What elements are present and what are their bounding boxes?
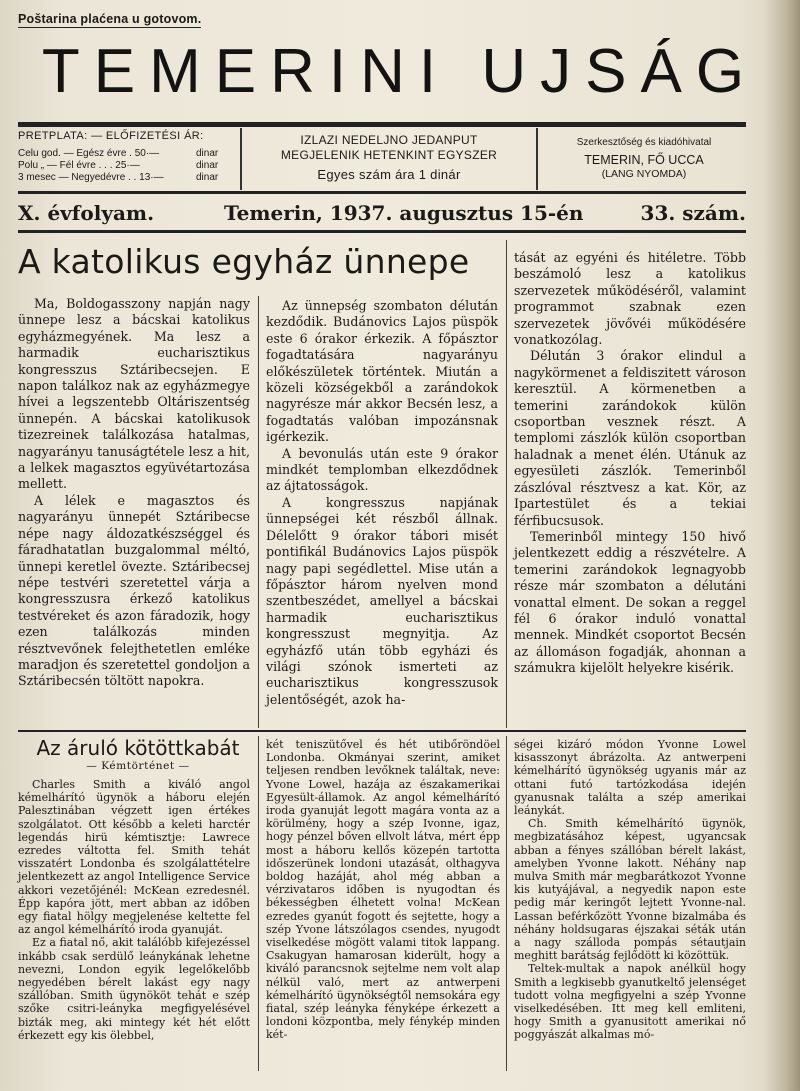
article1-paragraph: Az ünnepség szombaton délután kezdődik. Budánovics Lajos püspök este 6 órakor érkezik. A főpásztor fogadtatására nagyarányu előkészületek történtek. Miután a közeli községekből a zarándokok nagyrésze már akkor Becsén lesz, a fogadtatás valóban impozánsnak igérkezik. xyxy=(266,298,498,445)
column-divider xyxy=(506,240,507,728)
header-bottom-rule xyxy=(18,191,746,194)
article1-paragraph: tását az egyéni és hitéletre. Több beszámoló lesz a katolikus szervezetek működéséről, valamint programmot szabnak ezen szervezetek jövővéi működésére vonatkozólag. xyxy=(514,250,746,348)
subscription-unit: dinar xyxy=(196,148,219,159)
subscription-title: PRETPLATA: — ELŐFIZETÉSI ÁR: xyxy=(18,130,204,142)
column-divider xyxy=(258,736,259,1071)
article1-paragraph: Délután 3 órakor elindul a nagykörmenet a feldiszitett városon keresztül. A körmenetben a temerini zarándokok külön csoportban vesznek részt. A templomi zászlók külön csoportban haladnak a menet élén. Utánuk az egyesületi zászlók. Temerinből zászlóval résztvesz a kat. Kör, az Ipartestület és a tekiai férfibucsusok. xyxy=(514,348,746,528)
article1-paragraph: A bevonulás után este 9 órakor mindkét templomban elkezdődnek az ájtatosságok. xyxy=(266,445,498,494)
article2-subtitle: — Kémtörténet — xyxy=(86,760,190,772)
office-box xyxy=(542,130,746,188)
article1-column-3 xyxy=(514,250,746,677)
header-top-rule xyxy=(18,122,746,127)
office-printer: (LANG NYOMDA) xyxy=(601,168,687,180)
subscription-period: 3 mesec — Negyedévre . . 13·— xyxy=(18,172,164,183)
article1-paragraph: A lélek e magasztos és nagyarányu ünnepét Sztáribecse népe nagy áldozatkészséggel és fáradhatatlan buzgalommal méltó, ünnepi keretlel övezte. Sztáribecsej népe testvéri szeretettel várja a kongresszusra érkező katolikus testvéreket és azon fáradozik, hogy ezen találkozás minden résztvevőnek felejthetetlen emléke maradjon és szeretettel gondoljon a Sztáribecsén töltött napokra. xyxy=(18,492,250,689)
article1-paragraph: A kongresszus napjának ünnepségei két részből állnak. Délelőtt 9 órakor tábori misét pontifikál Budánovics Lajos püspök nagy papi segédlettel. Mise után a főpásztor három nyelven mond szentbeszédet, amellyel a bácskai harmadik eucharisztikus kongresszust megnyitja. Az egyházfő után több egyházi és világi szónok ismerteti az eucharisztikus kongresszusok jelentőségét, azok ha- xyxy=(266,494,498,707)
article2-paragraph: ségei kizáró módon Yvonne Lowel kisasszonyt ábrázolta. Az antwerpeni kémelhárító ügynökség ugyanis már az ottani futó tartózkodása idején gyanusnak találta a szép amerikai leánykát. xyxy=(514,738,746,818)
subscription-unit: dinar xyxy=(196,172,219,183)
publication-frequency-hu: MEGJELENIK HETENKINT EGYSZER xyxy=(280,148,498,162)
issue-bottom-rule xyxy=(18,230,746,233)
header-separator xyxy=(536,128,538,190)
section-rule xyxy=(18,730,746,732)
issue-date: Temerin, 1937. augusztus 15-én xyxy=(224,201,584,225)
subscription-row xyxy=(18,172,233,184)
column-divider xyxy=(258,296,259,728)
issue-number: 33. szám. xyxy=(640,201,746,225)
article2-paragraph: Teltek-multak a napok anélkül hogy Smith a legkisebb gyanutkeltő jelenséget tudott volna megfigyelni a szép Yvonne viselkedésében. Itt meg kell emliteni, hogy Smith a gyanusitott amerikai nő poggyászát alkalmas mó- xyxy=(514,962,746,1042)
office-address: TEMERIN, FŐ UCCA xyxy=(584,153,704,167)
issue-line xyxy=(18,200,746,226)
office-label: Szerkesztőség és kiadóhivatal xyxy=(576,137,712,148)
masthead-title: TEMERINI UJSÁG xyxy=(41,37,759,106)
publication-price: Egyes szám ára 1 dinár xyxy=(317,167,461,182)
subscription-row xyxy=(18,160,233,172)
article1-title: A katolikus egyház ünnepe xyxy=(18,242,470,281)
article2-paragraph: Charles Smith a kiváló angol kémelhárító ügynök a háboru elején Palesztinában végzett igen értékes szolgálatot. Ott később a keleti harctér legendás hirü kémtisztje: Lawrece ezredes váltotta fel. Smith tehát visszatért Londonba és szolgálattételre jelentkezett az angol Intelligence Service akkori vezetőjénél: McKean ezredesnél. Épp kapóra jött, mert abban az időben egy fiatal hölgy megjelenése keltette fel az angol kémelhárító iroda gyanuját. xyxy=(18,778,250,937)
subscription-box xyxy=(18,130,233,188)
scan-edge-shadow xyxy=(764,0,800,1091)
article2-paragraph: Ch. Smith kémelhárító ügynök, megbizatásához képest, ugyancsak abban a fényes szállóban bérelt lakást, amelyben Yvonne lakott. Néhány nap mulva Smith már megbarátkozot Yvonne kis kutyájával, a negyedik napon este pedig már keringőt lejtett Yvonne-nal. Lassan beférkőzött Yvonne bizalmába és néhány holdsugaras éjszakai séták után a nagy szálloda pompás sétautjain meghitt barátság fejlődött ki közöttük. xyxy=(514,817,746,963)
article2-title: Az áruló kötöttkabát xyxy=(36,736,240,760)
article2-paragraph: Ez a fiatal nő, akit találóbb kifejezéssel inkább csak serdülő leánykának lehetne nevezni, London egyik legelőkelőbb negyedében bérelt lakást egy nagy szállóban. Smith ügynököt tehát e szép szőke csitri-leányka megfigyelésével bizták meg, aki mintegy két hét előtt érkezett egy kis ölebbel, xyxy=(18,936,250,1042)
article1-column-2 xyxy=(266,298,498,708)
article1-column-1 xyxy=(18,296,250,690)
article1-paragraph: Ma, Boldogasszony napján nagy ünnepe lesz a bácskai katolikus egyházmegyének. Ma lesz a harmadik eucharisztikus kongresszus Sztáribecsejen. E napon találkoz nak az egyházmegye hívei a legszentebb Oltáriszentség ünnepén. A bácskai katolikusok tizezreinek találkozása hatalmas, nagyarányu tanuságtétele lesz a hit, a lelkek magasztos együvétartozása mellett. xyxy=(18,296,250,492)
issue-volume: X. évfolyam. xyxy=(18,201,155,225)
postage-note: Poštarina plaćena u gotovom. xyxy=(18,12,202,26)
publication-box xyxy=(248,130,530,188)
header-separator xyxy=(240,128,242,190)
publication-frequency-sr: IZLAZI NEDELJNO JEDANPUT xyxy=(300,133,478,147)
subscription-unit: dinar xyxy=(196,160,219,171)
article1-paragraph: Temerinből mintegy 150 hivő jelentkezett eddig a részvételre. A temerini zarándokok legnagyobb része már szombaton a délutáni vonattal elment. De sokan a reggel fél 6 órakor induló vonattal mennek. Mindkét csoportot Becsén az állomáson fogadják, ahonnan a számukra kijelölt helyekre kisérik. xyxy=(514,528,746,676)
subscription-period: Polu „ — Fél évre . . . 25·— xyxy=(18,160,140,171)
article2-column-2 xyxy=(266,738,500,1042)
column-divider xyxy=(506,736,507,1071)
article2-column-3 xyxy=(514,738,746,1042)
article2-paragraph: két teniszütővel és hét utibőröndöel Londonba. Okmányai szerint, amiket teljesen rendben levőknek találtak, neve: Yvone Lowel, hazája az északamerikai Egyesült-államok. Az angol kémelhárító iroda gyanuját legott magára vonta az a körülmény, hogy a szép Ivonne, igaz, hogy pénzel bőven ellvolt látva, mért épp most a háboru kellős közepén tartotta időszerünek londoni utazását, olthagyva boldog hazáját, ahol még abban a vérzivataros időben is nyugodtan és békességben élhetett volna! McKean ezredes gyanút fogott és sejtette, hogy a szép Yvone látszólagos csendes, nyugodt viselkedése mögött valami titok lappang. Csakugyan hamarosan kiderült, hogy a kiváló parancsnok sejtelme nem volt alap nélkül való, mert az antwerpeni kémelhárító ügynökségtől nemsokára egy fiatal, szép leányka fényképe érkezett a londoni központba, mely fénykép minden két- xyxy=(266,738,500,1042)
subscription-row xyxy=(18,148,233,160)
article2-column-1 xyxy=(18,778,250,1042)
subscription-period: Celu god. — Egész évre . 50·— xyxy=(18,148,160,159)
